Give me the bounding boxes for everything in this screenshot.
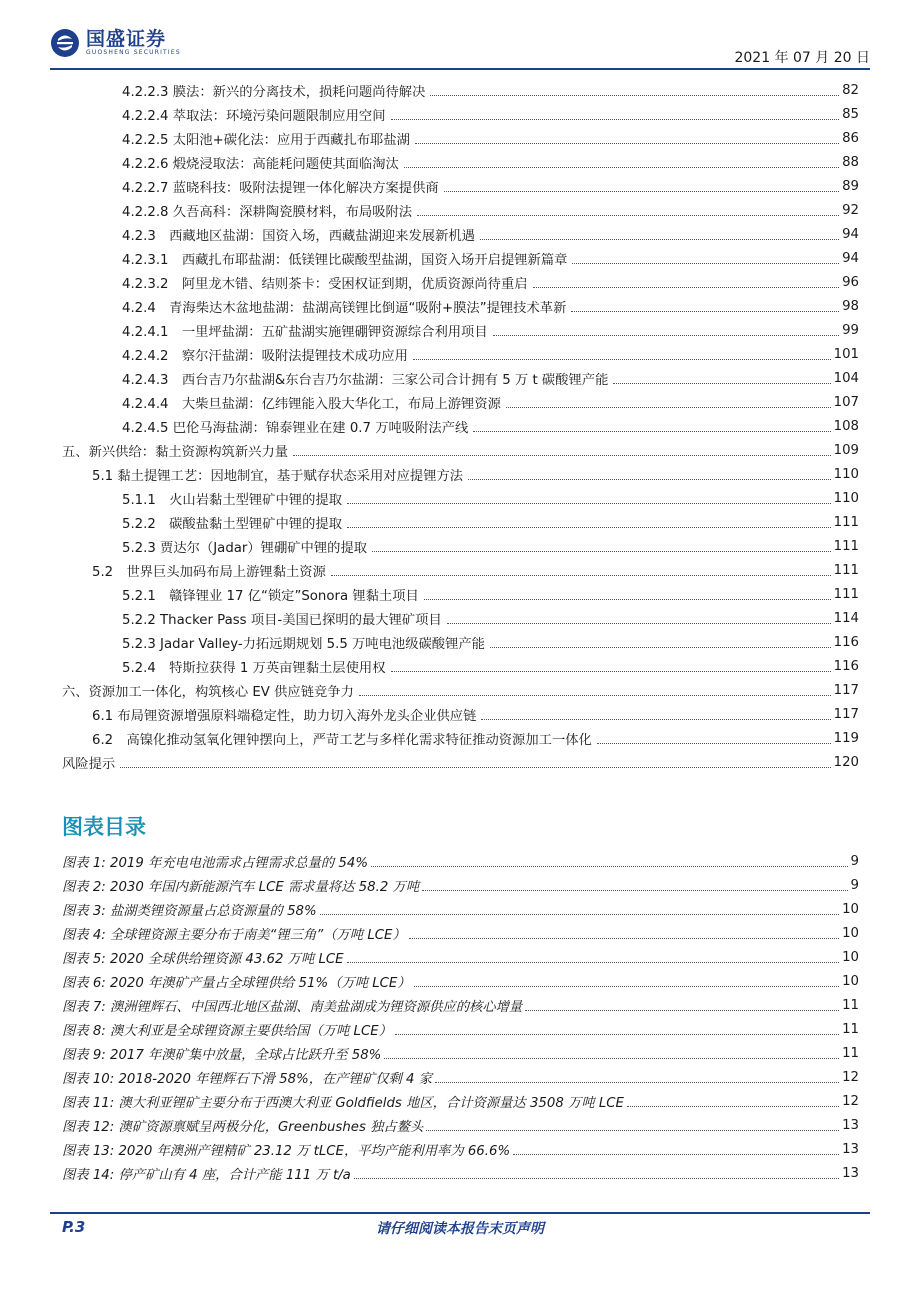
logo-en: GUOSHENG SECURITIES (86, 49, 181, 56)
figure-entry[interactable] (62, 1115, 859, 1135)
figure-entry-page: 12 (842, 1069, 859, 1085)
leader-dots (426, 1130, 839, 1131)
figure-entry-page: 9 (850, 877, 859, 893)
leader-dots (293, 455, 831, 456)
leader-dots (354, 1178, 839, 1179)
page-number: P.3 (62, 1218, 86, 1236)
toc-entry-page: 116 (833, 634, 859, 650)
leader-dots (424, 599, 831, 600)
leader-dots (468, 479, 831, 480)
figure-entry-title: 图表 5: 2020 全球供给锂资源 43.62 万吨 LCE (62, 951, 344, 967)
figure-entry[interactable] (62, 1019, 859, 1039)
toc-entry-page: 111 (833, 514, 859, 530)
toc-entry-page: 88 (842, 154, 859, 170)
figure-entry-page: 10 (842, 901, 859, 917)
toc-entry[interactable] (122, 224, 859, 244)
figure-entry[interactable] (62, 995, 859, 1015)
leader-dots (597, 743, 831, 744)
toc-entry[interactable] (122, 152, 859, 172)
toc-entry-title: 4.2.3 西藏地区盐湖：国资入场，西藏盐湖迎来发展新机遇 (122, 228, 475, 244)
leader-dots (120, 767, 830, 768)
toc-entry-title: 5.2.2 碳酸盐黏土型锂矿中锂的提取 (122, 516, 342, 532)
leader-dots (481, 719, 830, 720)
toc-entry-page: 117 (833, 706, 859, 722)
figure-entry-title: 图表 4: 全球锂资源主要分布于南美“锂三角”（万吨 LCE） (62, 927, 406, 943)
toc-entry-title: 5.2.1 赣锋锂业 17 亿“锁定”Sonora 锂黏土项目 (122, 588, 419, 604)
toc-entry[interactable] (122, 368, 859, 388)
toc-entry[interactable] (122, 80, 859, 100)
leader-dots (444, 191, 839, 192)
toc-entry[interactable] (122, 320, 859, 340)
toc-entry-title: 五、新兴供给：黏土资源构筑新兴力量 (62, 444, 289, 460)
leader-dots (395, 1034, 839, 1035)
leader-dots (347, 503, 831, 504)
toc-entry[interactable] (122, 512, 859, 532)
leader-dots (627, 1106, 839, 1107)
toc-entry-title: 5.2.4 特斯拉获得 1 万英亩锂黏土层使用权 (122, 660, 386, 676)
toc-entry-page: 82 (842, 82, 859, 98)
toc-entry-title: 六、资源加工一体化，构筑核心 EV 供应链竞争力 (62, 684, 354, 700)
toc-entry-page: 101 (833, 346, 859, 362)
figure-entry-page: 11 (842, 1021, 859, 1037)
figure-entry-page: 13 (842, 1165, 859, 1181)
toc-entry-page: 99 (842, 322, 859, 338)
leader-dots (415, 143, 839, 144)
toc-entry[interactable] (122, 296, 859, 316)
figure-entry-title: 图表 14: 停产矿山有 4 座，合计产能 111 万 t/a (62, 1167, 351, 1183)
toc-entry-title: 4.2.3.2 阿里龙木错、结则茶卡：受困权证到期，优质资源尚待重启 (122, 276, 528, 292)
figure-entry-title: 图表 10: 2018-2020 年锂辉石下滑 58%，在产锂矿仅剩 4 家 (62, 1071, 433, 1087)
toc-entry[interactable] (122, 392, 859, 412)
figure-entry-title: 图表 7: 澳洲锂辉石、中国西北地区盐湖、南美盐湖成为锂资源供应的核心增量 (62, 999, 523, 1015)
footer-rule (50, 1212, 870, 1214)
figure-entry-title: 图表 2: 2030 年国内新能源汽车 LCE 需求量将达 58.2 万吨 (62, 879, 420, 895)
figure-entry[interactable] (62, 971, 859, 991)
toc-entry-title: 4.2.4.1 一里坪盐湖：五矿盐湖实施锂硼钾资源综合利用项目 (122, 324, 488, 340)
toc-entry-title: 4.2.4.4 大柴旦盐湖：亿纬锂能入股大华化工，布局上游锂资源 (122, 396, 501, 412)
figure-entry-page: 10 (842, 949, 859, 965)
toc-entry[interactable] (122, 608, 859, 628)
page-header (0, 0, 920, 75)
leader-dots (533, 287, 840, 288)
leader-dots (572, 263, 839, 264)
leader-dots (422, 890, 847, 891)
toc-entry[interactable] (122, 632, 859, 652)
toc-entry-page: 114 (833, 610, 859, 626)
leader-dots (613, 383, 830, 384)
figure-entry[interactable] (62, 1139, 859, 1159)
leader-dots (320, 914, 839, 915)
logo-mark-icon (50, 28, 80, 58)
logo-cn: 国盛证券 (86, 28, 167, 50)
leader-dots (384, 1058, 839, 1059)
toc-entry-title: 5.2.3 Jadar Valley-力拓远期规划 5.5 万吨电池级碳酸锂产能 (122, 636, 485, 652)
leader-dots (490, 647, 831, 648)
report-date: 2021 年 07 月 20 日 (734, 50, 870, 66)
leader-dots (347, 527, 831, 528)
leader-dots (447, 623, 831, 624)
figure-entry[interactable] (62, 1091, 859, 1111)
toc-entry-title: 4.2.3.1 西藏扎布耶盐湖：低镁锂比碳酸型盐湖，国资入场开启提锂新篇章 (122, 252, 568, 268)
toc-entry-title: 5.2.2 Thacker Pass 项目-美国已探明的最大锂矿项目 (122, 612, 442, 628)
figures-heading: 图表目录 (62, 815, 146, 839)
figure-entry[interactable] (62, 875, 859, 895)
leader-dots (435, 1082, 839, 1083)
toc-entry[interactable] (122, 656, 859, 676)
leader-dots (347, 962, 840, 963)
leader-dots (413, 359, 831, 360)
toc-entry-page: 86 (842, 130, 859, 146)
figure-entry-page: 12 (842, 1093, 859, 1109)
figure-entry-page: 11 (842, 997, 859, 1013)
toc-entry[interactable] (92, 728, 859, 748)
figure-entry-title: 图表 8: 澳大利亚是全球锂资源主要供给国（万吨 LCE） (62, 1023, 392, 1039)
toc-entry-title: 4.2.2.8 久吾高科：深耕陶瓷膜材料，布局吸附法 (122, 204, 413, 220)
toc-entry-page: 98 (842, 298, 859, 314)
toc-entry[interactable] (122, 488, 859, 508)
toc-entry[interactable] (122, 416, 859, 436)
leader-dots (525, 1010, 839, 1011)
leader-dots (371, 866, 848, 867)
leader-dots (391, 671, 831, 672)
toc-entry-page: 111 (833, 562, 859, 578)
toc-entry-title: 4.2.2.6 煅烧浸取法：高能耗问题使其面临淘汰 (122, 156, 399, 172)
figure-entry-page: 10 (842, 925, 859, 941)
leader-dots (359, 695, 831, 696)
leader-dots (493, 335, 839, 336)
toc-entry[interactable] (62, 440, 859, 460)
toc-entry-title: 4.2.2.5 太阳池+碳化法：应用于西藏扎布耶盐湖 (122, 132, 410, 148)
leader-dots (414, 986, 839, 987)
toc-entry-page: 92 (842, 202, 859, 218)
toc-entry[interactable] (122, 200, 859, 220)
figure-entry[interactable] (62, 1163, 859, 1183)
toc-entry-title: 4.2.4.3 西台吉乃尔盐湖&东台吉乃尔盐湖：三家公司合计拥有 5 万 t 碳酸锂产能 (122, 372, 609, 388)
leader-dots (372, 551, 831, 552)
figure-entry[interactable] (62, 947, 859, 967)
figure-entry-title: 图表 6: 2020 年澳矿产量占全球锂供给 51%（万吨 LCE） (62, 975, 411, 991)
header-rule (50, 68, 870, 70)
toc-entry[interactable] (62, 680, 859, 700)
toc-entry-page: 111 (833, 586, 859, 602)
toc-entry-title: 6.2 高镍化推动氢氧化锂钟摆向上，严苛工艺与多样化需求特征推动资源加工一体化 (92, 732, 592, 748)
leader-dots (331, 575, 831, 576)
toc-entry-page: 119 (833, 730, 859, 746)
toc-entry[interactable] (92, 704, 859, 724)
figure-entry-title: 图表 11: 澳大利亚锂矿主要分布于西澳大利亚 Goldfields 地区，合计资源量达 3508 万吨 LCE (62, 1095, 624, 1111)
figure-entry-page: 13 (842, 1117, 859, 1133)
toc-entry-page: 94 (842, 250, 859, 266)
toc-entry-title: 4.2.2.7 蓝晓科技：吸附法提锂一体化解决方案提供商 (122, 180, 439, 196)
disclaimer-note: 请仔细阅读本报告末页声明 (376, 1221, 544, 1237)
leader-dots (430, 95, 839, 96)
toc-entry[interactable] (122, 176, 859, 196)
toc-entry-title: 4.2.4 青海柴达木盆地盐湖：盐湖高镁锂比倒逼“吸附+膜法”提锂技术革新 (122, 300, 567, 316)
figure-entry[interactable] (62, 1043, 859, 1063)
toc-entry[interactable] (122, 104, 859, 124)
figure-entry-page: 11 (842, 1045, 859, 1061)
toc-entry-page: 107 (833, 394, 859, 410)
leader-dots (513, 1154, 839, 1155)
figure-entry-title: 图表 1: 2019 年充电电池需求占锂需求总量的 54% (62, 855, 368, 871)
toc-entry-title: 6.1 布局锂资源增强原料端稳定性，助力切入海外龙头企业供应链 (92, 708, 477, 724)
toc-entry-title: 5.1 黏土提锂工艺：因地制宜，基于赋存状态采用对应提锂方法 (92, 468, 464, 484)
toc-entry-title: 4.2.4.5 巴伦马海盐湖：锦泰锂业在建 0.7 万吨吸附法产线 (122, 420, 469, 436)
toc-entry-page: 116 (833, 658, 859, 674)
toc-entry[interactable] (92, 464, 859, 484)
toc-entry-page: 110 (833, 466, 859, 482)
figure-entry-title: 图表 3: 盐湖类锂资源量占总资源量的 58% (62, 903, 317, 919)
company-logo (50, 28, 181, 58)
figure-entry[interactable] (62, 923, 859, 943)
toc-entry-page: 120 (833, 754, 859, 770)
toc-entry-title: 4.2.2.4 萃取法：环境污染问题限制应用空间 (122, 108, 386, 124)
leader-dots (506, 407, 831, 408)
toc-entry-title: 风险提示 (62, 756, 116, 772)
leader-dots (417, 215, 839, 216)
toc-entry-page: 85 (842, 106, 859, 122)
toc-entry-page: 108 (833, 418, 859, 434)
toc-entry[interactable] (122, 248, 859, 268)
toc-entry-page: 96 (842, 274, 859, 290)
toc-entry[interactable] (62, 752, 859, 772)
leader-dots (404, 167, 839, 168)
figure-entry-page: 9 (850, 853, 859, 869)
toc-entry-title: 5.1.1 火山岩黏土型锂矿中锂的提取 (122, 492, 342, 508)
leader-dots (571, 311, 839, 312)
figure-entry-page: 13 (842, 1141, 859, 1157)
figure-entry-title: 图表 12: 澳矿资源禀赋呈两极分化，Greenbushes 独占鳌头 (62, 1119, 424, 1135)
toc-entry[interactable] (122, 584, 859, 604)
figure-entry[interactable] (62, 1067, 859, 1087)
toc-entry-page: 94 (842, 226, 859, 242)
leader-dots (473, 431, 830, 432)
leader-dots (480, 239, 839, 240)
figure-entry[interactable] (62, 899, 859, 919)
toc-entry-page: 109 (833, 442, 859, 458)
leader-dots (391, 119, 840, 120)
toc-entry[interactable] (122, 344, 859, 364)
toc-entry-page: 104 (833, 370, 859, 386)
toc-entry-title: 5.2 世界巨头加码布局上游锂黏土资源 (92, 564, 326, 580)
toc-entry-title: 4.2.2.3 膜法：新兴的分离技术，损耗问题尚待解决 (122, 84, 426, 100)
figure-entry[interactable] (62, 851, 859, 871)
toc-entry-page: 89 (842, 178, 859, 194)
toc-entry[interactable] (122, 272, 859, 292)
leader-dots (409, 938, 839, 939)
figure-entry-page: 10 (842, 973, 859, 989)
toc-entry[interactable] (122, 128, 859, 148)
toc-entry-title: 5.2.3 贾达尔（Jadar）锂硼矿中锂的提取 (122, 540, 368, 556)
toc-entry-page: 111 (833, 538, 859, 554)
toc-entry-page: 110 (833, 490, 859, 506)
figure-entry-title: 图表 9: 2017 年澳矿集中放量，全球占比跃升至 58% (62, 1047, 382, 1063)
toc-entry-title: 4.2.4.2 察尔汗盐湖：吸附法提锂技术成功应用 (122, 348, 408, 364)
toc-entry-page: 117 (833, 682, 859, 698)
toc-entry[interactable] (122, 536, 859, 556)
figure-entry-title: 图表 13: 2020 年澳洲产锂精矿 23.12 万 tLCE，平均产能利用率为 66.6% (62, 1143, 511, 1159)
toc-entry[interactable] (92, 560, 859, 580)
